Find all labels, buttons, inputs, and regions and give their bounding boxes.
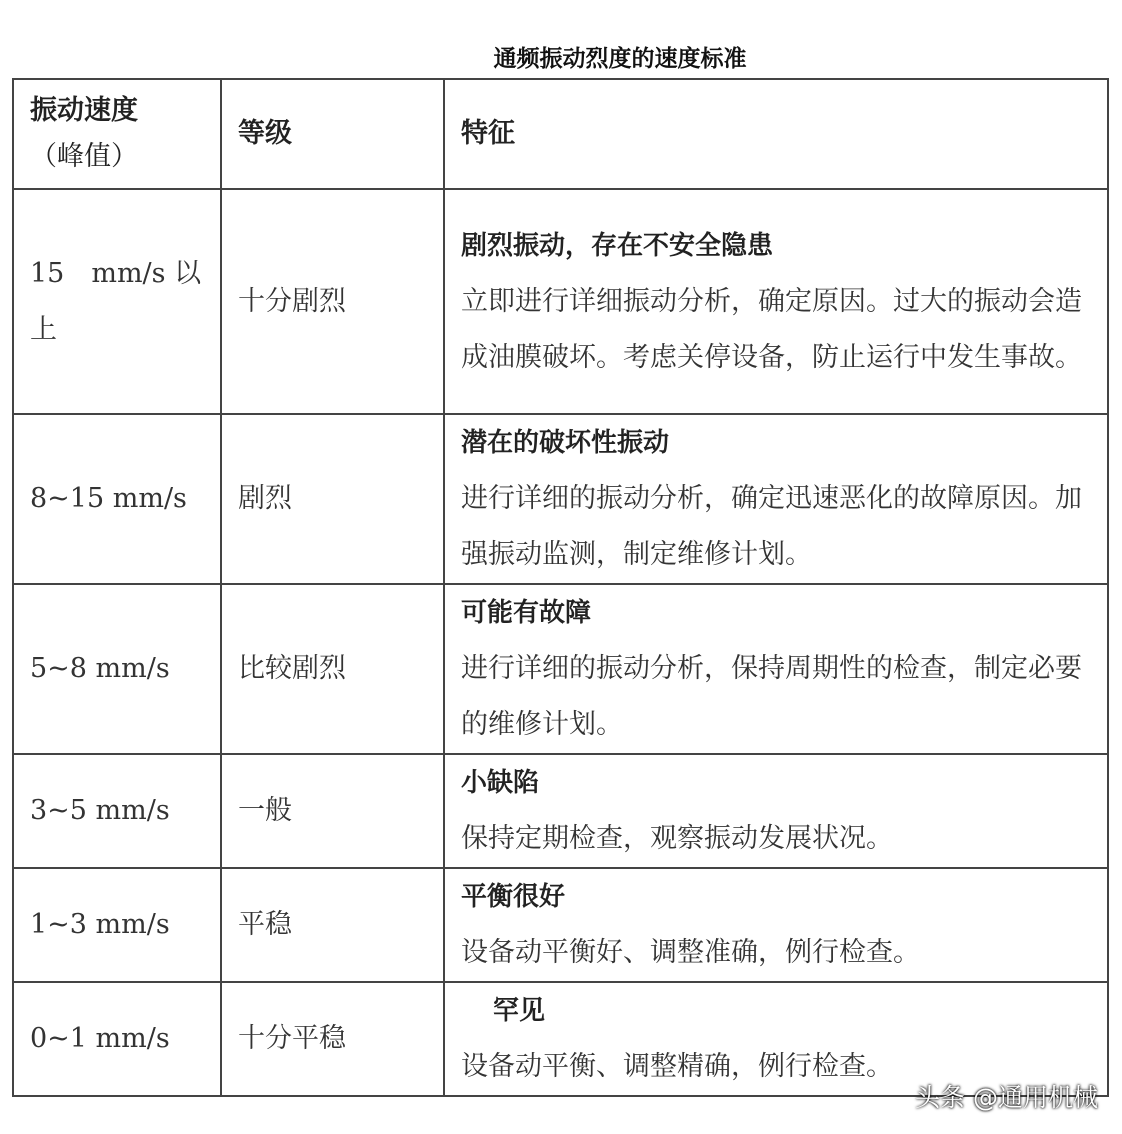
feature-cell — [444, 584, 1108, 754]
header-speed-sub: （峰值） — [30, 141, 138, 172]
feature-title: 可能有故障 — [461, 598, 592, 628]
level-cell: 十分平稳 — [221, 982, 444, 1096]
header-level: 等级 — [221, 79, 444, 189]
feature-text: 立即进行详细振动分析，确定原因。过大的振动会造成油膜破坏。考虑关停设备，防止运行中发生事故。 — [461, 285, 1082, 373]
feature-title: 潜在的破坏性振动 — [461, 428, 670, 458]
header-speed-label: 振动速度 — [30, 95, 138, 126]
feature-cell — [444, 754, 1108, 868]
feature-title: 平衡很好 — [461, 882, 566, 912]
speed-cell: 3~5 mm/s — [13, 754, 221, 868]
feature-text: 进行详细的振动分析，保持周期性的检查，制定必要的维修计划。 — [461, 653, 1082, 740]
level-cell: 比较剧烈 — [221, 584, 444, 754]
vibration-standard-table — [12, 78, 1109, 1097]
header-row — [13, 79, 1108, 189]
table-row — [13, 189, 1108, 414]
feature-text: 设备动平衡、调整精确，例行检查。 — [461, 1051, 893, 1082]
feature-text: 进行详细的振动分析，确定迅速恶化的故障原因。加强振动监测，制定维修计划。 — [461, 483, 1082, 570]
feature-cell — [444, 189, 1108, 414]
feature-cell — [444, 414, 1108, 584]
header-feature: 特征 — [444, 79, 1108, 189]
level-cell: 剧烈 — [221, 414, 444, 584]
speed-cell: 1~3 mm/s — [13, 868, 221, 982]
speed-cell: 8~15 mm/s — [13, 414, 221, 584]
level-cell: 平稳 — [221, 868, 444, 982]
level-cell: 一般 — [221, 754, 444, 868]
table-row — [13, 584, 1108, 754]
table-title: 通频振动烈度的速度标准 — [493, 46, 747, 72]
feature-title: 小缺陷 — [461, 768, 540, 798]
feature-text: 设备动平衡好、调整准确，例行检查。 — [461, 937, 920, 968]
speed-cell: 15 mm/s 以上 — [13, 189, 221, 414]
feature-title: 罕见 — [493, 996, 546, 1026]
table-row — [13, 754, 1108, 868]
level-cell: 十分剧烈 — [221, 189, 444, 414]
feature-title: 剧烈振动，存在不安全隐患 — [461, 230, 774, 261]
header-speed — [13, 79, 221, 189]
speed-cell: 0~1 mm/s — [13, 982, 221, 1096]
feature-cell — [444, 868, 1108, 982]
table-row — [13, 414, 1108, 584]
speed-cell: 5~8 mm/s — [13, 584, 221, 754]
table-row — [13, 868, 1108, 982]
watermark: 头条 @通用机械 — [915, 1083, 1098, 1112]
feature-text: 保持定期检查，观察振动发展状况。 — [461, 823, 893, 854]
